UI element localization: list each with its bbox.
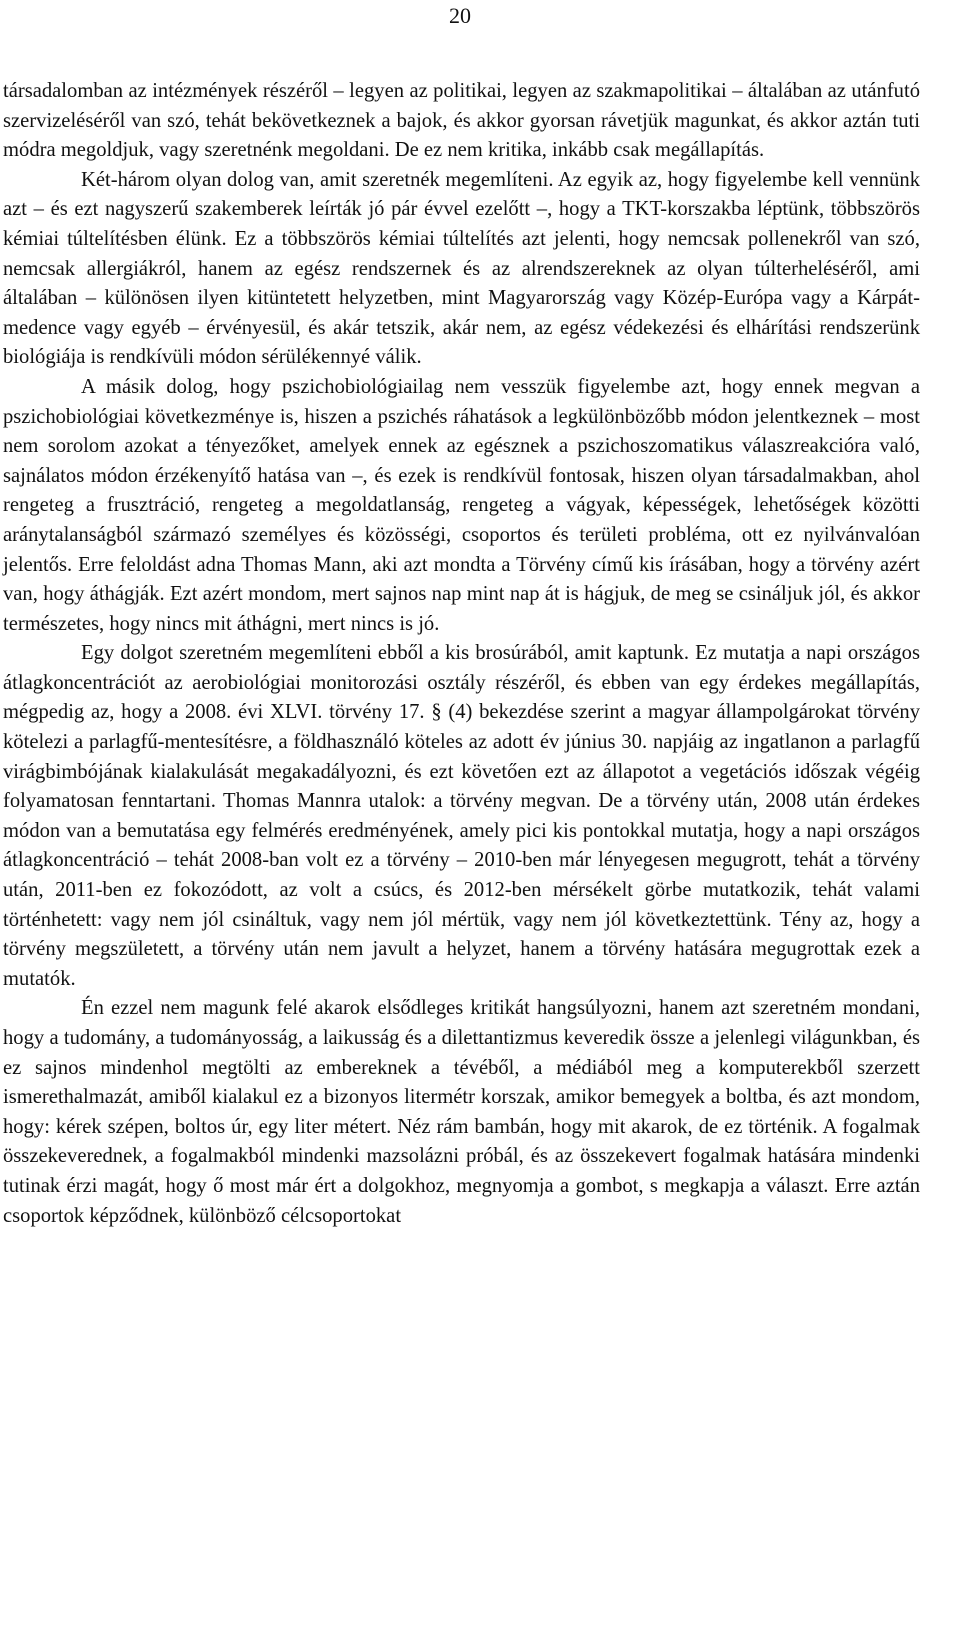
paragraph: Egy dolgot szeretném megemlíteni ebből a kis brosúrából, amit kaptunk. Ez mutatja a napi országos átlagkoncentrációt az aerobiológiai monitorozási osztály részéről, és ebben van egy érdekes megállapítás, mégpedig az, hogy a 2008. évi XLVI. törvény 17. § (4) bekezdése szerint a magyar állampolgárokat törvény kötelezi a parlagfű-mentesítésre, a földhasználó köteles az adott év június 30. napjáig az ingatlanon a parlagfű virágbimbójának kialakulását megakadályozni, és ezt követően ezt az állapotot a vegetációs időszak végéig folyamatosan fenntartani. Thomas Mannra utalok: a törvény megvan. De a törvény után, 2008 után érdekes módon van a bemutatása egy felmérés eredményének, amely pici kis pontokkal mutatja, hogy a napi országos átlagkoncentráció – tehát 2008-ban volt ez a törvény – 2010-ben már lényegesen megugrott, tehát a törvény után, 2011-ben ez fokozódott, az volt a csúcs, és 2012-ben mérsékelt görbe mutatkozik, tehát valami történhetett: vagy nem jól csináltuk, vagy nem jól mértük, vagy nem jól következtettünk. Tény az, hogy a törvény megszületett, a törvény után nem javult a helyzet, hanem a törvény hatására megugrottak ezek a mutatók. — [3, 642, 920, 990]
body-text — [3, 77, 920, 1231]
paragraph: Én ezzel nem magunk felé akarok elsődleges kritikát hangsúlyozni, hanem azt szeretném mondani, hogy a tudomány, a tudományosság, a laikusság és a dilettantizmus keveredik össze a jelenlegi világunkban, és ez sajnos mindenhol megtölti az embereknek a tévéből, a médiából meg a komputerekből szerzett ismerethalmazát, amiből kialakul ez a bizonyos litermétr korszak, amikor bemegyek a boltba, és azt mondom, hogy: kérek szépen, boltos úr, egy liter métert. Néz rám bambán, hogy mit akarok, de ez történik. A fogalmak összekeverednek, a fogalmakból mindenki mazsolázni próbál, és az összekevert fogalmak hatására mindenki tutinak érzi magát, hogy ő most már ért a dolgokhoz, megnyomja a gombot, s megkapja a választ. Erre aztán csoportok képződnek, különböző célcsoportokat — [3, 997, 920, 1227]
page-number: 20 — [449, 3, 471, 28]
paragraph: Két-három olyan dolog van, amit szeretnék megemlíteni. Az egyik az, hogy figyelembe kell vennünk azt – és ezt nagyszerű szakemberek leírták jó pár évvel ezelőtt –, hogy a TKT-korszakba léptünk, többszörös kémiai túltelítésben élünk. Ez a többszörös kémiai túltelítés azt jelenti, hogy nemcsak pollenekről van szó, nemcsak allergiákról, hanem az egész rendszernek és az alrendszereknek az olyan túlterheléséről, ami általában – különösen ilyen kitüntetett helyzetben, mint Magyarország vagy Közép-Európa vagy a Kárpát-medence vagy egyéb – érvényesül, és akár tetszik, akár nem, az egész védekezési és elhárítási rendszerünk biológiája is rendkívüli módon sérülékennyé válik. — [3, 168, 920, 369]
paragraph: társadalomban az intézmények részéről – legyen az politikai, legyen az szakmapolitikai – általában az utánfutó szervizeléséről van szó, tehát bekövetkeznek a bajok, és akkor gyorsan rávetjük magunkat, és akkor aztán tuti módra megoldjuk, vagy szeretnénk megoldani. De ez nem kritika, inkább csak megállapítás. — [3, 80, 920, 162]
paragraph: A másik dolog, hogy pszichobiológiailag nem vesszük figyelembe azt, hogy ennek megvan a pszichobiológiai következménye is, hiszen a pszichés ráhatások a legkülönbözőbb módon jelentkeznek – most nem sorolom azokat a tényezőket, amelyek ennek az egésznek a pszichoszomatikus válaszreakcióra való, sajnálatos módon érzékenyítő hatása van –, és ezek is rendkívül fontosak, hiszen olyan társadalmakban, ahol rengeteg a frusztráció, rengeteg a megoldatlanság, rengeteg a vágyak, képességek, lehetőségek közötti aránytalanságból származó személyes és közösségi, csoportos és területi probléma, ott ez nyilvánvalóan jelentős. Erre feloldást adna Thomas Mann, aki azt mondta a Törvény című kis írásában, hogy a törvény azért van, hogy áthágják. Ezt azért mondom, mert sajnos nap mint nap át is hágjuk, de meg se csináljuk jól, és akkor természetes, hogy nincs mit áthágni, mert nincs is jó. — [3, 375, 920, 635]
